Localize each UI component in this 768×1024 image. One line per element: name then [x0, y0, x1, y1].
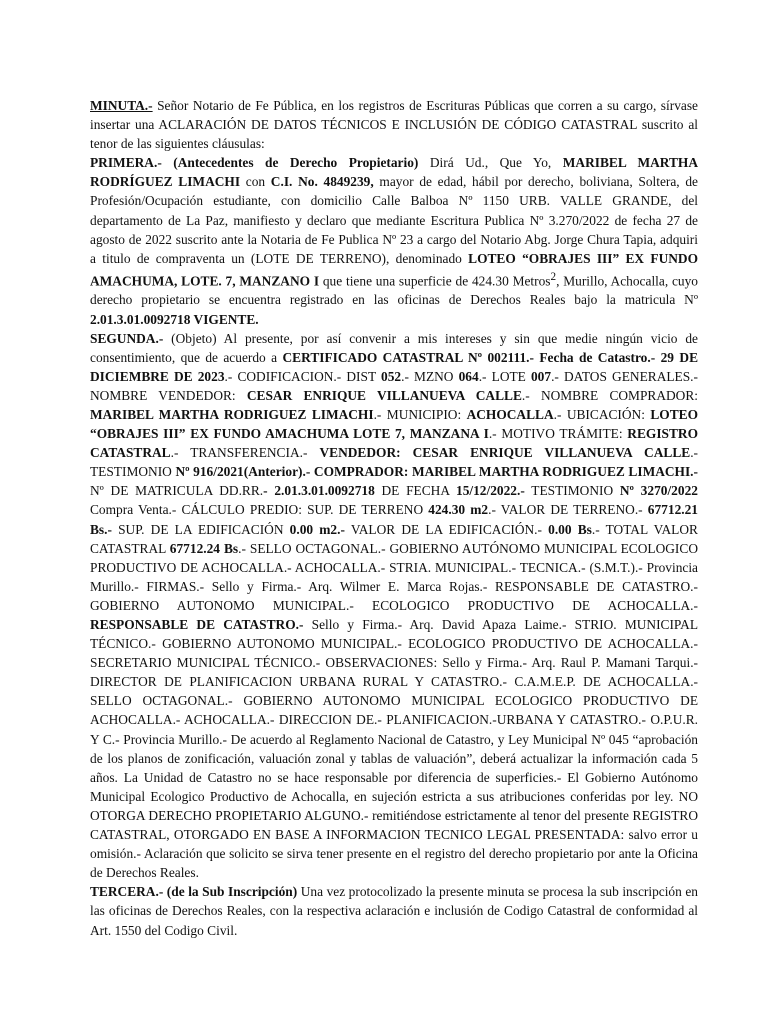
clause-primera	[90, 153, 698, 328]
bold-run: RESPONSABLE DE CATASTRO.-	[90, 617, 304, 632]
bold-run: Nº 3270/2022	[619, 483, 698, 499]
bold-run: 0.00 Bs	[548, 521, 592, 537]
text-run: Sello y Firma.- Arq. David Apaza Laime.- STRIO. MUNICIPAL TÉCNICO.- GOBIERNO AUTONOMO MUNICIPAL.- ECOLOGICO PRODUCTIVO DE ACHOCALLA.- SECRETARIO MUNICIPAL TÉCNICO.- OBSERVACIONES: Sello y Firma.- Arq. Raul P. Mamani Tarqui.- DIRECTOR DE PLANIFICACION URBANA RURAL Y CATASTRO.- C.A.M.E.P. DE ACHOCALLA.- SELLO OCTAGONAL.- GOBIERNO AUTONOMO MUNICIPAL ECOLOGICO PRODUCTIVO DE ACHOCALLA.- ACHOCALLA.- DIRECCION DE.- PLANIFICACION.-URBANA Y CATASTRO.- O.P.U.R. Y C.- Provincia Murillo.- De acuerdo al Reglamento Nacional de Catastro, y Ley Municipal Nº 045 “aprobación de los planos de zonificación, valuación zonal y tablas de valuación”, deberá actualizar la información cada 5 años. La Unidad de Catastro no se hace responsable por diferencia de superficies.- El Gobierno Autónomo Municipal Ecologico Productivo de Achocalla, en sujeción estricta a sus atribuciones conferidas por ley. NO OTORGA DERECHO PROPIETARIO ALGUNO.- remitiéndose estrictamente al tenor del presente REGISTRO CATASTRAL, OTORGADO EN BASE A INFORMACION TECNICO LEGAL PRESENTADA: salvo error u omisión.- Aclaración que solicito se sirva tener presente en el registro del derecho propietario por ante la Oficina de Derechos Reales.	[90, 617, 698, 881]
bold-run: 67712.24 Bs	[169, 540, 239, 556]
text-run: DE FECHA	[374, 483, 456, 499]
bold-run: 15/12/2022.-	[456, 483, 525, 499]
text-run: Dirá Ud., Que Yo,	[418, 155, 563, 171]
registry-number: 2.01.3.01.0092718 VIGENTE.	[90, 311, 259, 327]
minuta-paragraph	[90, 96, 698, 153]
bold-run: 064	[458, 368, 479, 384]
bold-run: 424.30 m2	[428, 502, 489, 518]
text-run: TESTIMONIO	[524, 483, 620, 499]
tercera-text: Una vez protocolizado la presente minuta se procesa la sub inscripción en las oficinas de Derechos Reales, con la respectiva aclaración e inclusión de Codigo Catastral de conformidad al Art. 1550 del Codigo Civil.	[90, 884, 698, 938]
text-run: que tiene una superficie de 424.30 Metros	[319, 273, 551, 289]
bold-run: 007	[530, 368, 552, 384]
bold-run: 0.00 m2.-	[289, 521, 345, 537]
document-body	[90, 96, 698, 940]
bold-run: REGISTRO CATASTRAL	[90, 426, 698, 461]
bold-run: VENDEDOR: CESAR ENRIQUE VILLANUEVA CALLE	[319, 445, 691, 461]
text-run: .- UBICACIÓN:	[553, 406, 651, 422]
text-run: .- NOMBRE COMPRADOR:	[521, 387, 699, 403]
superscript: 2	[550, 270, 557, 283]
minuta-heading: MINUTA.-	[90, 98, 153, 113]
clause-segunda	[90, 329, 698, 883]
segunda-heading: SEGUNDA.-	[90, 330, 164, 346]
text-run: .- TRANSFERENCIA.-	[170, 445, 320, 461]
bold-run: 67712.21 Bs.-	[90, 502, 698, 537]
bold-run: Nº 916/2021(Anterior).- COMPRADOR: MARIBEL MARTHA RODRIGUEZ LIMACHI.-	[175, 464, 698, 480]
text-run: .- SELLO OCTAGONAL.- GOBIERNO AUTÓNOMO MUNICIPAL ECOLOGICO PRODUCTIVO DE ACHOCALLA.- ACHOCALLA.- STRIA. MUNICIPAL.- TECNICA.- (S.M.T.).- Provincia Murillo.- FIRMAS.- Sello y Firma.- Arq. Wilmer E. Marca Rojas.- RESPONSABLE DE CATASTRO.- GOBIERNO AUTONOMO MUNICIPAL.- ECOLOGICO PRODUCTIVO DE ACHOCALLA.-	[90, 540, 698, 613]
text-run: mayor de edad, hábil por derecho, boliviana, Soltera, de Profesión/Ocupación estudiante, con domicilio Calle Balboa Nº 1150 URB. VALLE GRANDE, del departamento de La Paz, manifiesto y declaro que mediante Escritura Publica Nº 3.270/2022 de fecha 27 de agosto de 2022 suscrito ante la Notaria de Fe Publica Nº 23 a cargo del Notario Abg. Jorge Chura Tapia, adquiri a titulo de compraventa un (LOTE DE TERRENO), denominado	[90, 174, 698, 266]
text-run: .- MUNICIPIO:	[373, 406, 467, 422]
owner-name: MARIBEL MARTHA RODRÍGUEZ LIMACHI	[90, 155, 699, 190]
text-run: Compra Venta.- CÁLCULO PREDIO: SUP. DE TERRENO	[90, 502, 429, 518]
bold-run: MARIBEL MARTHA RODRIGUEZ LIMACHI	[90, 406, 374, 422]
text-run: .- TOTAL VALOR CATASTRAL	[90, 521, 698, 556]
text-run: .- LOTE	[478, 368, 531, 384]
bold-run: CERTIFICADO CATASTRAL Nº 002111.- Fecha de Catastro.- 29 DE DICIEMBRE DE 2023	[90, 349, 698, 384]
text-run: .- MOTIVO TRÁMITE:	[488, 426, 628, 442]
text-run: .- CODIFICACION.- DIST	[224, 368, 382, 384]
bold-run: ACHOCALLA	[466, 406, 554, 422]
text-run: Nº DE MATRICULA DD.RR.	[90, 483, 264, 499]
id-number: C.I. No. 4849239,	[270, 174, 374, 190]
lot-name: LOTEO “OBRAJES III” EX FUNDO AMACHUMA, LOTE. 7, MANZANO I	[90, 250, 698, 289]
tercera-heading: TERCERA.- (de la Sub Inscripción)	[90, 884, 298, 900]
text-run: con	[240, 174, 271, 190]
text-run: .- MZNO	[401, 368, 459, 384]
text-run: (Objeto) Al presente, por así convenir a mis intereses y sin que medie ningún vicio de consentimiento, que de acuerdo a	[90, 330, 698, 365]
primera-heading: PRIMERA.- (Antecedentes de Derecho Propietario)	[90, 155, 419, 171]
text-run: VALOR DE LA EDIFICACIÓN.-	[344, 521, 549, 537]
minuta-text: Señor Notario de Fe Pública, en los registros de Escrituras Públicas que corren a su cargo, sírvase insertar una ACLARACIÓN DE DATOS TÉCNICOS E INCLUSIÓN DE CÓDIGO CATASTRAL suscrito al tenor de las siguientes cláusulas:	[90, 98, 698, 152]
bold-run: CESAR ENRIQUE VILLANUEVA CALLE	[246, 387, 522, 403]
text-run: SUP. DE LA EDIFICACIÓN	[111, 521, 290, 537]
bold-run: LOTEO “OBRAJES III” EX FUNDO AMACHUMA LOTE 7, MANZANA I	[90, 406, 698, 442]
bold-run: - 2.01.3.01.0092718	[263, 483, 375, 499]
text-run: .- DATOS GENERALES.- NOMBRE VENDEDOR:	[90, 368, 698, 403]
text-run: , Murillo, Achocalla, cuyo derecho propietario se encuentra registrado en las oficinas de Derechos Reales bajo la matricula Nº	[90, 273, 699, 308]
clause-tercera	[90, 882, 698, 939]
text-run: .- VALOR DE TERRENO.-	[488, 502, 648, 518]
text-run: .- TESTIMONIO	[90, 445, 698, 480]
bold-run: 052	[381, 368, 402, 384]
